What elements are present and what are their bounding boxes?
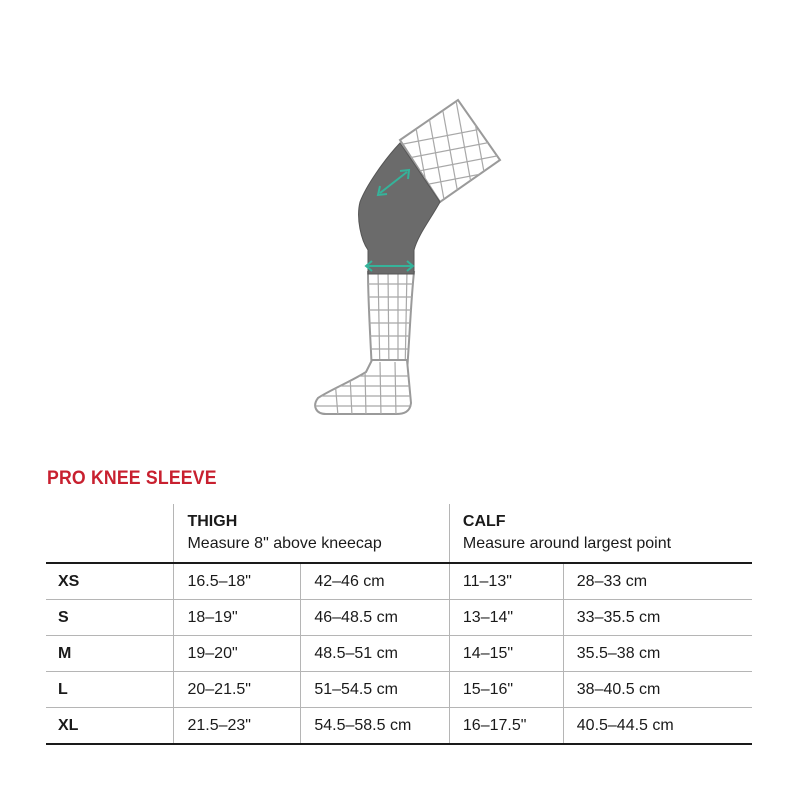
thigh-cm-cell: 51–54.5 cm <box>301 672 450 708</box>
calf-inches-cell: 11–13" <box>449 563 563 600</box>
thigh-cm-cell: 46–48.5 cm <box>301 600 450 636</box>
calf-cm-cell: 28–33 cm <box>563 563 752 600</box>
calf-cm-cell: 38–40.5 cm <box>563 672 752 708</box>
thigh-inches-cell: 16.5–18" <box>174 563 301 600</box>
calf-header-note: Measure around largest point <box>462 535 672 552</box>
size-column-header <box>46 504 174 563</box>
size-label: L <box>46 672 174 708</box>
thigh-cm-cell: 48.5–51 cm <box>301 636 450 672</box>
size-label: M <box>46 636 174 672</box>
calf-cm-cell: 35.5–38 cm <box>563 636 752 672</box>
knee-sleeve-leg-illustration <box>300 92 520 422</box>
thigh-inches-cell: 18–19" <box>174 600 301 636</box>
thigh-header-note: Measure 8" above kneecap <box>187 535 382 552</box>
calf-cm-cell: 33–35.5 cm <box>563 600 752 636</box>
calf-inches-cell: 16–17.5" <box>449 708 563 745</box>
thigh-cm-cell: 54.5–58.5 cm <box>301 708 450 745</box>
table-header-row <box>46 504 752 563</box>
calf-cm-cell: 40.5–44.5 cm <box>563 708 752 745</box>
calf-column-header <box>449 504 752 563</box>
thigh-cm-cell: 42–46 cm <box>301 563 450 600</box>
size-label: S <box>46 600 174 636</box>
thigh-inches-cell: 20–21.5" <box>174 672 301 708</box>
size-label: XL <box>46 708 174 745</box>
thigh-inches-cell: 21.5–23" <box>174 708 301 745</box>
foot-outline <box>310 360 415 416</box>
table-row <box>46 563 752 600</box>
calf-inches-cell: 15–16" <box>449 672 563 708</box>
thigh-header-label: THIGH <box>187 513 238 530</box>
calf-header-label: CALF <box>462 513 506 530</box>
table-row <box>46 708 752 745</box>
calf-inches-cell: 13–14" <box>449 600 563 636</box>
size-label: XS <box>46 563 174 600</box>
table-row <box>46 600 752 636</box>
thigh-column-header <box>174 504 449 563</box>
table-row <box>46 636 752 672</box>
product-title: PRO KNEE SLEEVE <box>47 468 217 489</box>
calf-inches-cell: 14–15" <box>449 636 563 672</box>
size-chart-table <box>46 504 752 745</box>
table-row <box>46 672 752 708</box>
thigh-inches-cell: 19–20" <box>174 636 301 672</box>
